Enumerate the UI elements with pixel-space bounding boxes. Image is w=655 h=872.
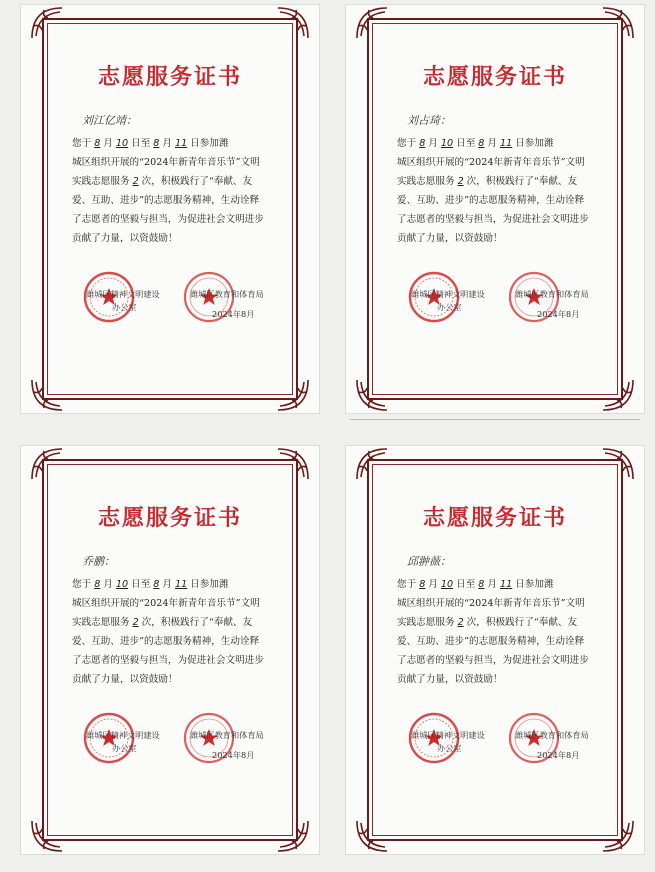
issuer-left: 潍城区精神文明建设 [411,730,485,740]
body-text: 日参加潍 [515,138,554,149]
body-text: 日参加潍 [515,579,554,590]
end-day: 11 [175,579,188,590]
body-line: 了志愿者的坚毅与担当，为促进社会文明进步 [72,214,264,225]
corner-ornament-icon [30,447,64,481]
body-line: 爱、互助、进步”的志愿服务精神，生动诠释 [397,636,585,647]
body-text: 次，积极践行了“奉献、友 [466,176,578,187]
body-line: 爱、互助、进步”的志愿服务精神，生动诠释 [397,195,585,206]
recipient-name: 刘江亿靖： [82,114,137,127]
body-line: 了志愿者的坚毅与担当，为促进社会文明进步 [397,655,589,666]
issuer-right: 潍城区教育和体育局 [190,289,264,299]
body-line: 城区组织开展的“2024年新青年音乐节”文明 [397,157,585,168]
issuer-left: 潍城区精神文明建设 [86,289,160,299]
start-month: 8 [419,138,426,149]
body-text: 您于 [397,579,417,590]
corner-ornament-icon [276,378,310,412]
certificate-card [345,445,645,855]
issuer-left-office: 办公室 [112,743,137,753]
end-month: 8 [153,579,160,590]
body-text: 月 [428,138,438,149]
issue-date: 2024年8月 [537,309,580,319]
certificate-body [397,134,597,248]
body-text: 实践志愿服务 [397,176,455,187]
corner-ornament-icon [30,378,64,412]
certificate-title: 志愿服务证书 [97,65,242,90]
body-text: 日至 [131,138,151,149]
issuer-right: 潍城区教育和体育局 [515,289,589,299]
body-line: 了志愿者的坚毅与担当，为促进社会文明进步 [72,655,264,666]
issuer-right: 潍城区教育和体育局 [515,730,589,740]
service-times: 2 [132,617,139,628]
body-text: 次，积极践行了“奉献、友 [141,176,253,187]
body-line [397,134,597,153]
body-text: 月 [428,579,438,590]
end-month: 8 [478,138,485,149]
body-line [397,172,597,191]
certificate-title: 志愿服务证书 [422,65,567,90]
body-text: 日至 [131,579,151,590]
corner-ornament-icon [355,819,389,853]
body-line: 爱、互助、进步”的志愿服务精神，生动诠释 [72,636,260,647]
recipient-name: 乔鹏： [82,555,115,568]
corner-ornament-icon [30,6,64,40]
end-day: 11 [500,579,513,590]
certificate-title: 志愿服务证书 [422,506,567,531]
start-month: 8 [419,579,426,590]
end-day: 11 [500,138,513,149]
body-text: 月 [162,579,172,590]
end-day: 11 [175,138,188,149]
body-text: 月 [162,138,172,149]
body-text: 月 [487,138,497,149]
body-text: 日参加潍 [190,138,229,149]
service-times: 2 [132,176,139,187]
corner-ornament-icon [355,447,389,481]
end-month: 8 [153,138,160,149]
service-times: 2 [457,617,464,628]
body-line [72,172,272,191]
start-day: 10 [440,579,454,590]
corner-ornament-icon [601,447,635,481]
certificate-body [397,575,597,689]
body-text: 日参加潍 [190,579,229,590]
corner-ornament-icon [355,6,389,40]
body-line: 城区组织开展的“2024年新青年音乐节”文明 [72,157,260,168]
service-times: 2 [457,176,464,187]
issuer-right: 潍城区教育和体育局 [190,730,264,740]
body-line: 城区组织开展的“2024年新青年音乐节”文明 [72,598,260,609]
end-month: 8 [478,579,485,590]
body-line: 了志愿者的坚毅与担当，为促进社会文明进步 [397,214,589,225]
body-line: 爱、互助、进步”的志愿服务精神，生动诠释 [72,195,260,206]
body-line [397,613,597,632]
start-month: 8 [94,138,101,149]
issue-date: 2024年8月 [212,309,255,319]
corner-ornament-icon [276,819,310,853]
body-text: 月 [487,579,497,590]
corner-ornament-icon [276,447,310,481]
issuer-left-office: 办公室 [437,302,462,312]
start-day: 10 [115,579,129,590]
body-line: 贡献了力量，以资鼓励！ [397,674,503,685]
recipient-name: 刘占琦： [407,114,451,127]
certificate-card [345,4,645,414]
start-day: 10 [115,138,129,149]
body-text: 月 [103,138,113,149]
page-divider [350,419,640,420]
body-text: 实践志愿服务 [397,617,455,628]
issuer-left-office: 办公室 [112,302,137,312]
issuer-left: 潍城区精神文明建设 [86,730,160,740]
body-line [72,575,272,594]
body-line: 贡献了力量，以资鼓励！ [397,233,503,244]
issue-date: 2024年8月 [537,750,580,760]
start-day: 10 [440,138,454,149]
body-line: 城区组织开展的“2024年新青年音乐节”文明 [397,598,585,609]
corner-ornament-icon [276,6,310,40]
body-text: 日至 [456,579,476,590]
body-text: 您于 [72,138,92,149]
issuer-left: 潍城区精神文明建设 [411,289,485,299]
certificate-body [72,134,272,248]
certificate-title: 志愿服务证书 [97,506,242,531]
corner-ornament-icon [601,819,635,853]
body-line [397,575,597,594]
body-text: 次，积极践行了“奉献、友 [141,617,253,628]
body-text: 日至 [456,138,476,149]
body-text: 实践志愿服务 [72,617,130,628]
issuer-left-office: 办公室 [437,743,462,753]
certificate-card [20,445,320,855]
certificate-card [20,4,320,414]
body-text: 您于 [397,138,417,149]
certificate-body [72,575,272,689]
start-month: 8 [94,579,101,590]
body-text: 次，积极践行了“奉献、友 [466,617,578,628]
issue-date: 2024年8月 [212,750,255,760]
body-line: 贡献了力量，以资鼓励！ [72,233,178,244]
corner-ornament-icon [30,819,64,853]
recipient-name: 邱翀薇： [407,555,451,568]
body-text: 您于 [72,579,92,590]
body-line [72,613,272,632]
body-line: 贡献了力量，以资鼓励！ [72,674,178,685]
body-text: 月 [103,579,113,590]
corner-ornament-icon [355,378,389,412]
body-line [72,134,272,153]
body-text: 实践志愿服务 [72,176,130,187]
corner-ornament-icon [601,6,635,40]
corner-ornament-icon [601,378,635,412]
